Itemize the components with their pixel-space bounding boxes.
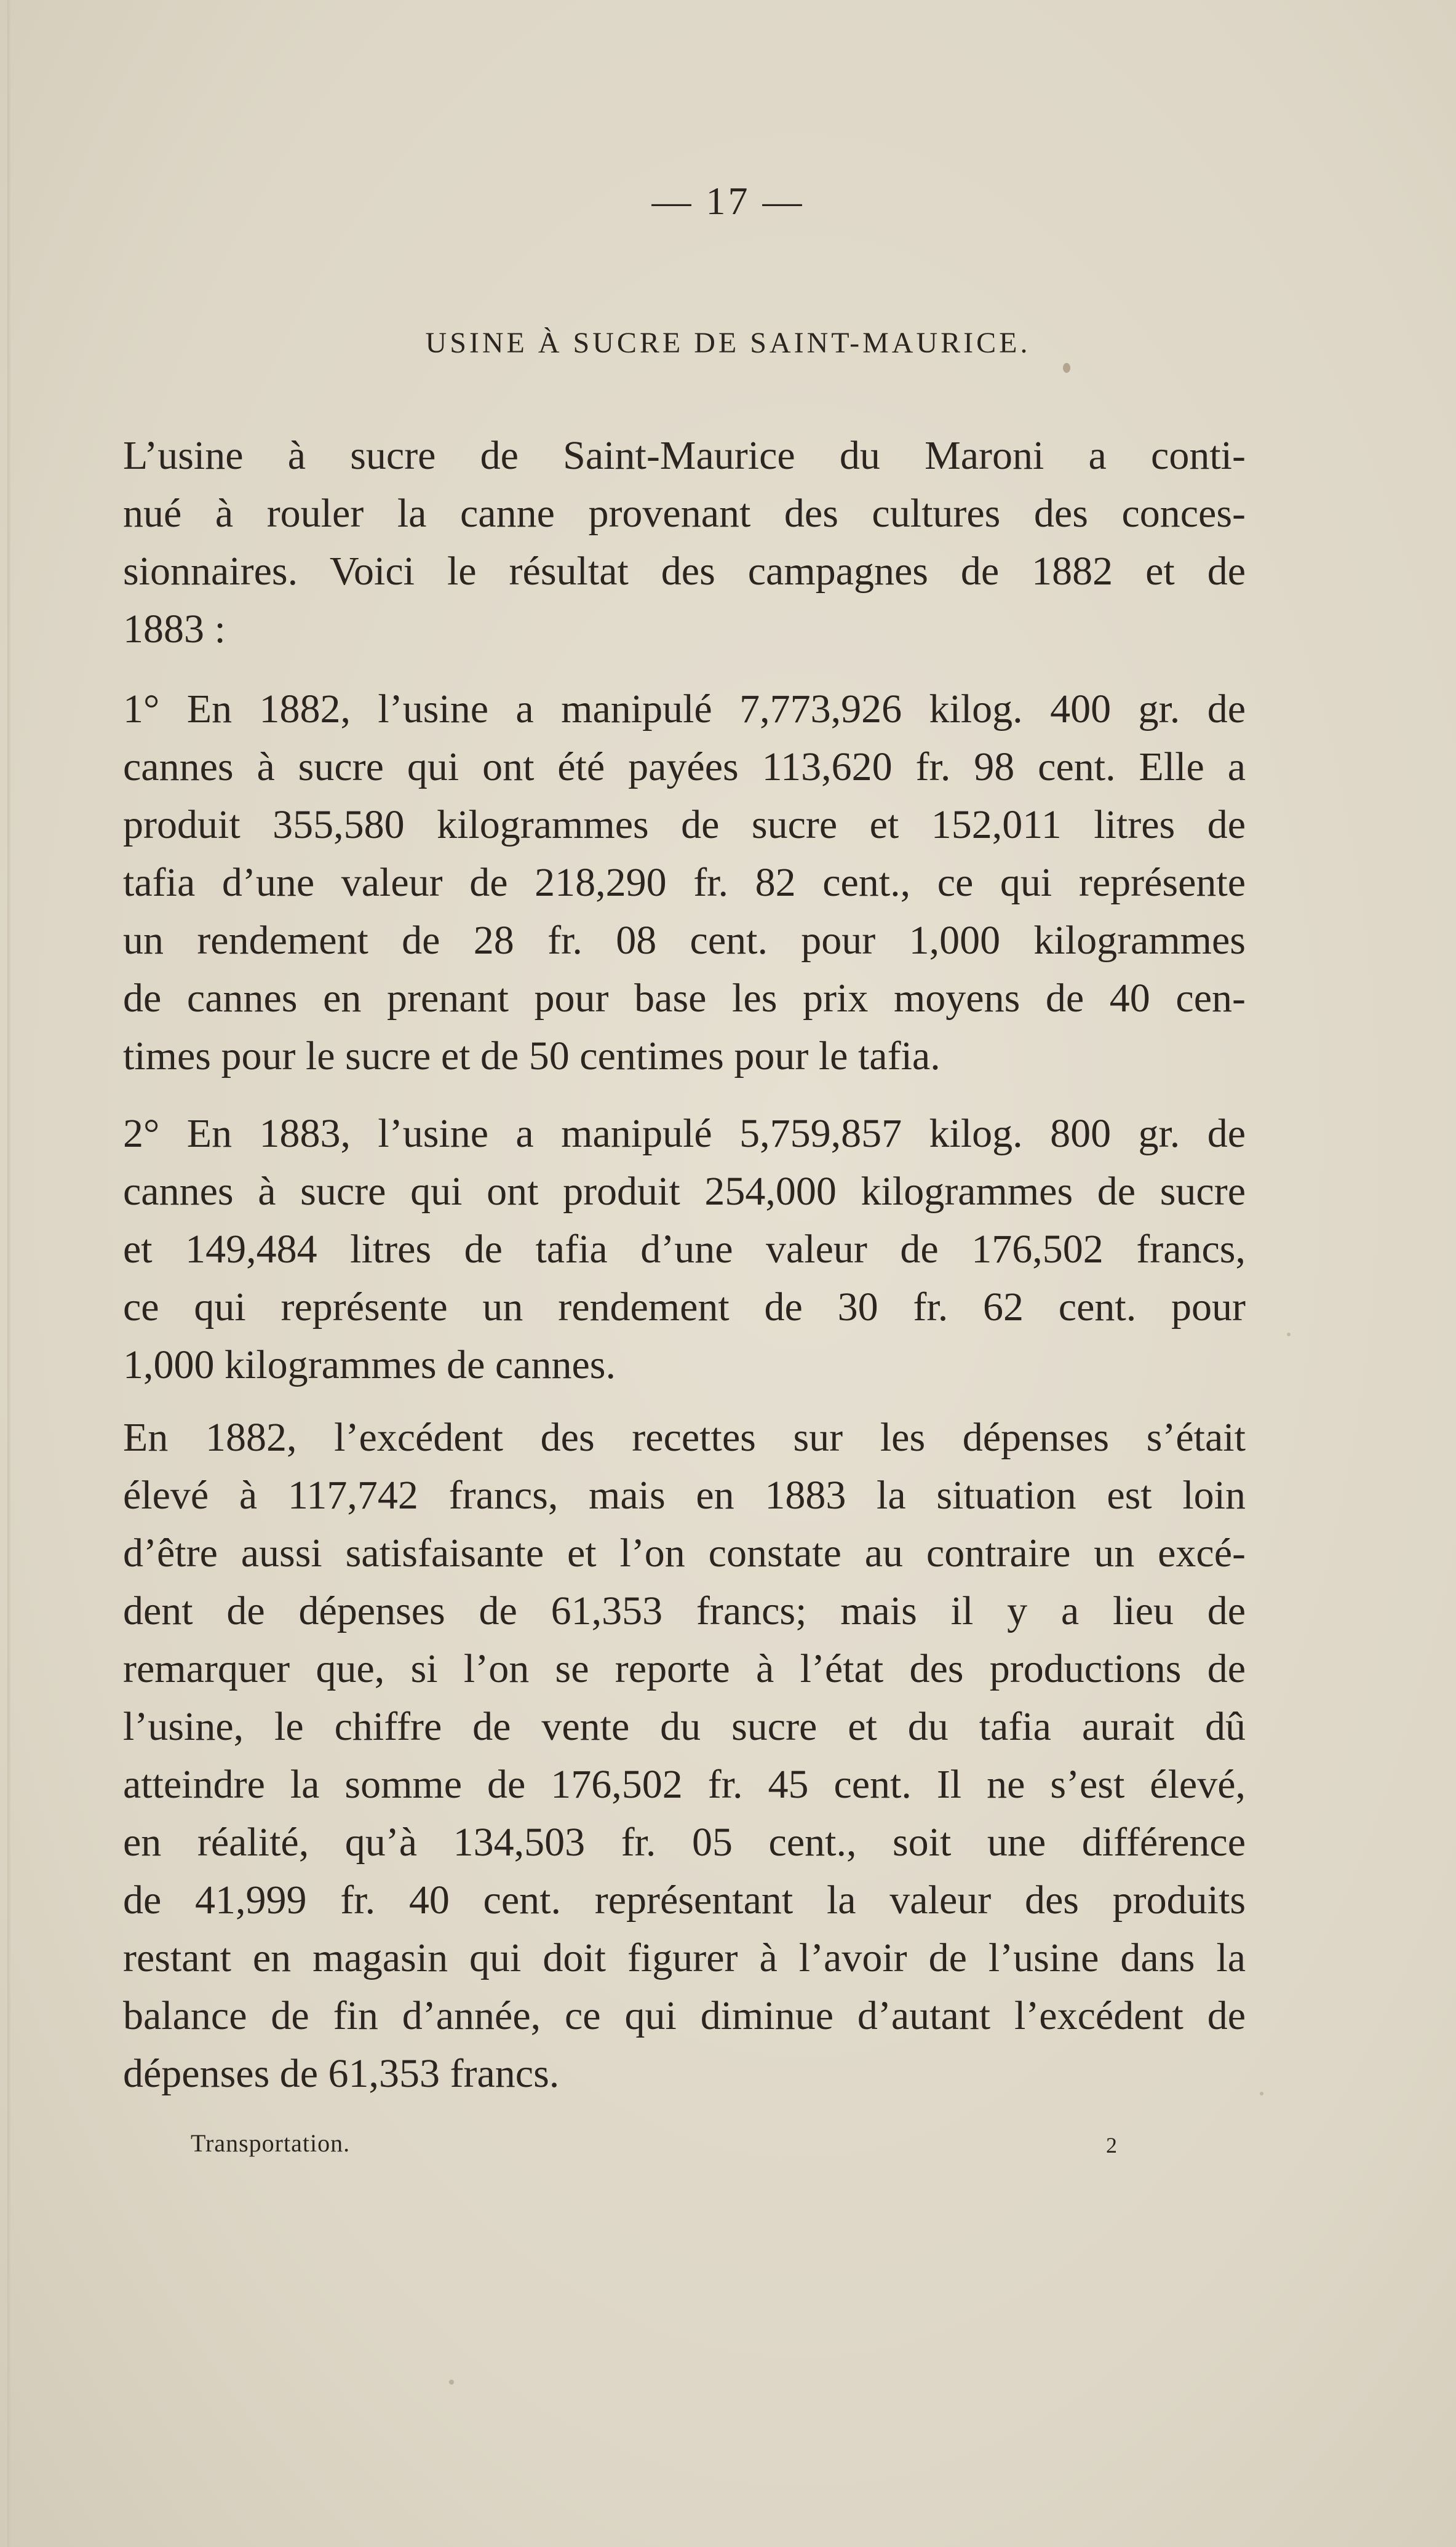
paragraph-campaign-1882 bbox=[123, 680, 1246, 1085]
text-line: cannes à sucre qui ont été payées 113,620 fr. 98 cent. Elle a bbox=[123, 744, 1246, 789]
text-line: 1,000 kilogrammes de cannes. bbox=[123, 1342, 616, 1387]
ink-spot bbox=[1287, 1333, 1291, 1336]
footer-sheet-number: 2 bbox=[1106, 2133, 1117, 2158]
text-line: remarquer que, si l’on se reporte à l’état des productions de bbox=[123, 1646, 1246, 1691]
text-line: nué à rouler la canne provenant des cultures des conces- bbox=[123, 491, 1246, 536]
text-line: times pour le sucre et de 50 centimes pour le tafia. bbox=[123, 1034, 941, 1078]
text-line: atteindre la somme de 176,502 fr. 45 cent. Il ne s’est élevé, bbox=[123, 1762, 1246, 1807]
text-line: produit 355,580 kilogrammes de sucre et 152,011 litres de bbox=[123, 802, 1246, 847]
section-title: USINE À SUCRE DE SAINT-MAURICE. bbox=[425, 327, 1031, 359]
text-line: élevé à 117,742 francs, mais en 1883 la situation est loin bbox=[123, 1473, 1246, 1518]
text-line: restant en magasin qui doit figurer à l’avoir de l’usine dans la bbox=[123, 1935, 1246, 1980]
page-gutter bbox=[7, 0, 11, 2547]
text-line: l’usine, le chiffre de vente du sucre et du tafia aurait dû bbox=[123, 1704, 1246, 1749]
text-line: balance de fin d’année, ce qui diminue d’autant l’excédent de bbox=[123, 1993, 1246, 2038]
paragraph-campaign-1883 bbox=[123, 1105, 1246, 1394]
text-line: dépenses de 61,353 francs. bbox=[123, 2051, 560, 2096]
text-line: un rendement de 28 fr. 08 cent. pour 1,000 kilogrammes bbox=[123, 918, 1246, 963]
text-line: d’être aussi satisfaisante et l’on constate au contraire un excé- bbox=[123, 1531, 1246, 1576]
ink-spot bbox=[449, 2380, 454, 2385]
text-line: cannes à sucre qui ont produit 254,000 kilogrammes de sucre bbox=[123, 1169, 1246, 1214]
text-line: tafia d’une valeur de 218,290 fr. 82 cent., ce qui représente bbox=[123, 860, 1246, 905]
text-line: 1883 : bbox=[123, 607, 226, 652]
text-line: de 41,999 fr. 40 cent. représentant la valeur des produits bbox=[123, 1878, 1246, 1923]
text-line: de cannes en prenant pour base les prix moyens de 40 cen- bbox=[123, 976, 1246, 1021]
text-line: ce qui représente un rendement de 30 fr. 62 cent. pour bbox=[123, 1285, 1246, 1329]
paragraph-balance bbox=[123, 1409, 1246, 2103]
text-line: sionnaires. Voici le résultat des campagnes de 1882 et de bbox=[123, 549, 1246, 594]
text-line: En 1882, l’excédent des recettes sur les dépenses s’était bbox=[123, 1415, 1246, 1460]
text-line: 1° En 1882, l’usine a manipulé 7,773,926 kilog. 400 gr. de bbox=[123, 687, 1246, 731]
paragraph-intro bbox=[123, 427, 1246, 658]
ink-spot bbox=[1063, 363, 1070, 373]
text-line: L’usine à sucre de Saint-Maurice du Maroni a conti- bbox=[123, 433, 1246, 478]
footer-signature: Transportation. bbox=[191, 2129, 351, 2157]
text-line: en réalité, qu’à 134,503 fr. 05 cent., soit une différence bbox=[123, 1820, 1246, 1865]
ink-spot bbox=[1260, 2092, 1263, 2095]
text-line: dent de dépenses de 61,353 francs; mais il y a lieu de bbox=[123, 1588, 1246, 1633]
text-line: et 149,484 litres de tafia d’une valeur de 176,502 francs, bbox=[123, 1227, 1246, 1272]
page-number: — 17 — bbox=[651, 179, 805, 223]
text-line: 2° En 1883, l’usine a manipulé 5,759,857 kilog. 800 gr. de bbox=[123, 1111, 1246, 1156]
